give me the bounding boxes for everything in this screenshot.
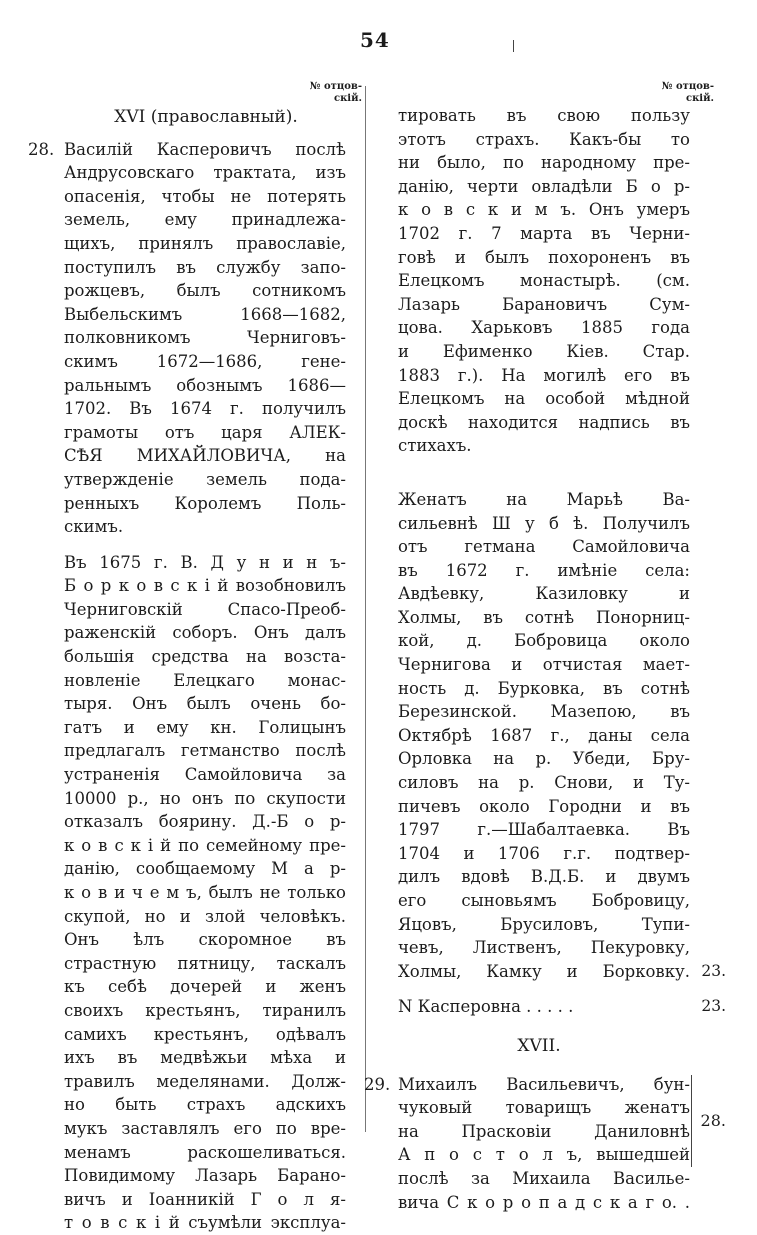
text-line: послѣ за Михаила Василье- xyxy=(398,1168,690,1188)
text-line: Холмы, Камку и Борковку. xyxy=(398,961,690,981)
text-line: Березинской. Мазепою, въ xyxy=(398,702,690,722)
text-line: Холмы, въ сотнѣ Понорниц- xyxy=(398,607,690,627)
text-line: ральнымъ обознымъ 1686— xyxy=(64,375,346,395)
text-line: 1702. Въ 1674 г. получилъ xyxy=(64,399,346,419)
text-line: гатъ и ему кн. Голицынъ xyxy=(64,717,346,737)
text-line: менамъ раскошеливаться. xyxy=(64,1142,346,1162)
text-line: устраненія Самойловича за xyxy=(64,765,346,785)
text-line: Выбельскимъ 1668—1682, xyxy=(64,304,346,324)
text-line: щихъ, принялъ православіе, xyxy=(64,233,346,253)
text-line: поступилъ въ службу запо- xyxy=(64,257,346,277)
text-line: Елецкомъ на особой мѣдной xyxy=(398,389,690,409)
text-line: скимъ 1672—1686, гене- xyxy=(64,351,346,371)
text-line: но быть страхъ адскихъ xyxy=(64,1095,346,1115)
text-line: чевъ, Лиственъ, Пекуровку, xyxy=(398,938,690,958)
entry-29 xyxy=(364,1073,726,1215)
text-line: Черниговскій Спасо-Преоб- xyxy=(64,599,346,619)
text-line: рожцевъ, былъ сотникомъ xyxy=(64,281,346,301)
text-line: Андрусовскаго трактата, изъ xyxy=(64,163,346,183)
brace-mark xyxy=(685,1075,692,1167)
column-divider xyxy=(365,86,366,1132)
text-line: раженскій соборъ. Онъ далъ xyxy=(64,623,346,643)
text-line: ихъ въ медвѣжьи мѣха и xyxy=(64,1048,346,1068)
text-line: 10000 р., но онъ по скупости xyxy=(64,788,346,808)
text-line: А п о с т о л ъ, вышедшей xyxy=(398,1145,690,1165)
column-header-text: № отцов- скій. xyxy=(309,81,362,104)
text-line: скимъ. xyxy=(64,517,124,537)
text-line: СѢЯ МИХАЙЛОВИЧА, на xyxy=(64,446,346,466)
reference-number: 28. xyxy=(700,1110,726,1130)
text-line: Въ 1675 г. В. Д у н и н ъ- xyxy=(64,552,346,572)
reference-number: 23. xyxy=(701,997,726,1016)
text-line: к о в с к і й по семейному пре- xyxy=(64,835,346,855)
text-line: Елецкомъ монастырѣ. (см. xyxy=(398,271,690,291)
page-number: 54 xyxy=(360,28,390,52)
paragraph xyxy=(28,551,346,1235)
text-line: 1883 г.). На могилѣ его въ xyxy=(398,365,690,385)
text-line: говѣ и былъ похороненъ въ xyxy=(398,247,690,267)
text-line: Лазарь Барановичъ Сум- xyxy=(398,294,690,314)
text-line: на Прасковіи Даниловнѣ xyxy=(398,1121,690,1141)
section-heading: XVII. xyxy=(517,1035,561,1056)
text-line: предлагалъ гетманство послѣ xyxy=(64,741,346,761)
text-line: вича С к о р о п а д с к а г о. . xyxy=(398,1192,690,1212)
column-header-right xyxy=(654,81,714,105)
text-line: полковникомъ Черниговъ- xyxy=(64,328,346,348)
text-line: утвержденіе земель пода- xyxy=(64,469,346,489)
text-line: мукъ заставлялъ его по вре- xyxy=(64,1118,346,1138)
text-line: новленіе Елецкаго монас- xyxy=(64,670,346,690)
text-line: къ себѣ дочерей и женъ xyxy=(64,977,346,997)
text-line: Октябрѣ 1687 г., даны села xyxy=(398,725,690,745)
text-line: опасенія, чтобы не потерять xyxy=(64,186,346,206)
text-line: Орловка на р. Убеди, Бру- xyxy=(398,749,690,769)
text-line: сильевнѣ Ш у б ѣ. Получилъ xyxy=(398,513,690,533)
text-line: ни было, по народному пре- xyxy=(398,153,690,173)
text-line: стихахъ. xyxy=(398,436,472,456)
text-line: отказалъ боярину. Д.-Б о р- xyxy=(64,812,346,832)
text-line: Авдѣевку, Казиловку и xyxy=(398,584,690,604)
text-line: к о в с к и м ъ. Онъ умеръ xyxy=(398,200,690,220)
text-line: ренныхъ Королемъ Поль- xyxy=(64,493,346,513)
paragraph xyxy=(28,138,346,539)
text-line: чуковый товарищъ женатъ xyxy=(398,1098,690,1118)
text-line: ность д. Бурковка, въ сотнѣ xyxy=(398,678,690,698)
entry-number: 28. xyxy=(28,139,55,159)
text-line: Михаилъ Васильевичъ, бун- xyxy=(398,1074,690,1094)
text-line: дилъ вдовѣ В.Д.Б. и двумъ xyxy=(398,867,690,887)
text-line: 1797 г.—Шабалтаевка. Въ xyxy=(398,820,690,840)
right-column xyxy=(364,104,726,1214)
text-line: Женатъ на Марьѣ Ва- xyxy=(398,489,690,509)
text-line: вичъ и Іоанникій Г о л я- xyxy=(64,1189,346,1209)
text-line: Б о р к о в с к і й возобновилъ xyxy=(64,576,346,596)
text-line: т о в с к і й съумѣли эксплуа- xyxy=(64,1213,346,1233)
text-line: грамоты отъ царя АЛЕК- xyxy=(64,422,346,442)
column-header-text: № отцов- скій. xyxy=(661,81,714,104)
text-line: Василій Касперовичъ послѣ xyxy=(64,139,346,159)
text-line: пичевъ около Городни и въ xyxy=(398,796,690,816)
text-line: страстную пятницу, таскалъ xyxy=(64,953,346,973)
text-line: этотъ страхъ. Какъ-бы то xyxy=(398,129,690,149)
daughter-name: N Касперовна . . . . . xyxy=(398,997,574,1017)
paragraph xyxy=(398,488,726,983)
paragraph xyxy=(398,104,690,458)
entry-number: 29. xyxy=(364,1074,391,1094)
reference-number: 23. xyxy=(701,961,726,980)
text-line: данію, черти овладѣли Б о р- xyxy=(398,176,690,196)
text-line: земель, ему принадлежа- xyxy=(64,210,346,230)
daughter-line xyxy=(398,995,726,1019)
text-line: силовъ на р. Снови, и Ту- xyxy=(398,773,690,793)
text-line: тировать въ свою пользу xyxy=(398,106,690,125)
text-line: данію, сообщаемому М а р- xyxy=(64,859,346,879)
text-line: травилъ меделянами. Долж- xyxy=(64,1071,346,1091)
column-header-left xyxy=(302,81,362,105)
left-column xyxy=(28,106,346,1235)
text-line: и Ефименко Кіев. Стар. xyxy=(398,341,690,361)
text-line: Чернигова и отчистая мает- xyxy=(398,655,690,675)
text-line: цова. Харьковъ 1885 года xyxy=(398,318,690,338)
text-line: 1702 г. 7 марта въ Черни- xyxy=(398,223,690,243)
section-heading: XVI (православный). xyxy=(114,107,298,127)
text-line: Онъ ѣлъ скоромное въ xyxy=(64,930,346,950)
text-line: к о в и ч е м ъ, былъ не только xyxy=(64,883,346,902)
text-line: его сыновьямъ Бобровицу, xyxy=(398,891,690,910)
text-line: своихъ крестьянъ, тиранилъ xyxy=(64,1000,346,1020)
text-line: доскѣ находится надпись въ xyxy=(398,412,690,432)
text-line: скупой, но и злой человѣкъ. xyxy=(64,906,346,926)
text-line: въ 1672 г. имѣніе села: xyxy=(398,560,690,580)
paragraph xyxy=(398,1073,690,1215)
entry-28 xyxy=(28,138,346,1235)
text-line: отъ гетмана Самойловича xyxy=(398,537,690,557)
page-mark xyxy=(513,40,514,52)
text-line: большія средства на возста- xyxy=(64,647,346,667)
text-line: 1704 и 1706 г.г. подтвер- xyxy=(398,843,690,863)
text-line: Яцовъ, Брусиловъ, Тупи- xyxy=(398,914,690,934)
text-line: Повидимому Лазарь Барано- xyxy=(64,1166,346,1186)
text-line: кой, д. Бобровица около xyxy=(398,631,690,651)
text-line: самихъ крестьянъ, одѣвалъ xyxy=(64,1024,346,1044)
text-line: тыря. Онъ былъ очень бо- xyxy=(64,694,346,714)
